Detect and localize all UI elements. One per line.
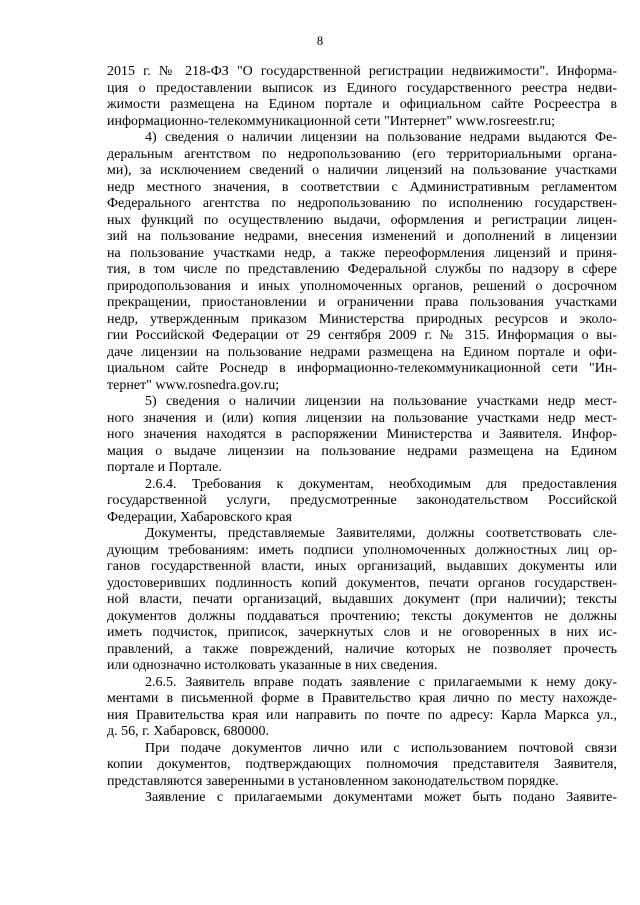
text-line: 2015 г. № 218-ФЗ "О государственной регистрации недвижимости". Информа- <box>107 64 617 79</box>
text-line: ного значения находятся в распоряжении Министерства и Заявителя. Инфор- <box>107 427 617 442</box>
text-line: жимости размещена на Едином портале и официальном сайте Росреестра в <box>107 97 617 112</box>
text-line: представляются заверенными в установленном законодательством порядке. <box>107 773 559 789</box>
text-line: иметь подчисток, приписок, зачеркнутых слов и не оговоренных в них ис- <box>107 625 617 640</box>
text-line: При подаче документов лично или с использованием почтовой связи <box>145 740 617 756</box>
text-line: государственной услуги, предусмотренные законодательством Российской <box>107 493 617 508</box>
text-line: Заявление с прилагаемыми документами может быть подано Заявите- <box>145 790 617 805</box>
text-line: Федерального агентства по недропользованию по исполнению государствен- <box>107 196 617 211</box>
text-line: ния Правительства края или направить по почте по адресу: Карла Маркса ул., <box>107 707 617 723</box>
text-line: тернет" www.rosnedra.gov.ru; <box>107 377 280 393</box>
text-line: тия, в том числе по представлению Федеральной службы по надзору в сфере <box>107 262 617 277</box>
text-line: д. 56, г. Хабаровск, 680000. <box>107 724 269 739</box>
paragraph <box>107 741 617 791</box>
text-line: на пользование участками недр, а также переоформления лицензий и приня- <box>107 245 617 261</box>
text-line: ной власти, печати организаций, выдавших документ (при наличии); тексты <box>107 592 617 607</box>
text-line: ного значения и (или) копия лицензии на пользование участками недр мест- <box>107 410 617 426</box>
text-line: прекращении, приостановлении и ограничении права пользования участками <box>107 295 617 310</box>
text-line: информационно-телекоммуникационной сети "Интернет" www.rosreestr.ru; <box>107 113 556 129</box>
text-line: недр, утвержденным приказом Министерства природных ресурсов и эколо- <box>107 311 617 327</box>
text-line: копии документов, подтверждающих полномочия представителя Заявителя, <box>107 757 617 772</box>
paragraph <box>107 790 617 807</box>
text-line: удостоверивших подлинность копий документов, печати органов государствен- <box>107 575 617 591</box>
text-line: природопользования и иных уполномоченных органов, решений о досрочном <box>107 278 617 294</box>
paragraph <box>107 675 617 741</box>
text-line: Документы, представляемые Заявителями, должны соответствовать сле- <box>145 526 617 541</box>
text-line: 4) сведения о наличии лицензии на пользование недрами выдаются Фе- <box>145 130 617 145</box>
paragraph <box>107 526 617 675</box>
paragraph <box>107 64 617 130</box>
text-line: Федерации, Хабаровского края <box>107 509 292 525</box>
paragraph <box>107 477 617 527</box>
text-line: портале и Портале. <box>107 460 222 475</box>
text-line: ментами в письменной форме в Правительство края лично по месту нахожде- <box>107 691 617 706</box>
text-line: правлений, а также повреждений, наличие которых не позволяет прочесть <box>107 641 617 657</box>
text-line: циальном сайте Роснедр в информационно-телекоммуникационной сети "Ин- <box>107 361 617 376</box>
text-line: 2.6.5. Заявитель вправе подать заявление с прилагаемыми к нему доку- <box>145 674 617 690</box>
text-line: зий на пользование недрами, внесения изменений и дополнений в лицензии <box>107 229 617 244</box>
text-line: недр местного значения, в соответствии с Административным регламентом <box>107 179 617 195</box>
paragraph <box>107 130 617 394</box>
text-line: деральным агентством по недропользованию (его территориальными органа- <box>107 146 617 162</box>
text-line: 5) сведения о наличии лицензии на пользование участками недр мест- <box>145 394 617 409</box>
text-line: документов должны поддаваться прочтению; тексты документов не должны <box>107 608 617 624</box>
text-line: или однозначно истолковать указанные в них сведения. <box>107 658 438 673</box>
document-body <box>107 64 617 807</box>
text-line: даче лицензии на пользование недрами размещена на Едином портале и офи- <box>107 344 617 360</box>
text-line: дующим требованиям: иметь подписи уполномоченных должностных лиц ор- <box>107 542 617 558</box>
text-line: мация о выдаче лицензии на пользование недрами размещена на Едином <box>107 443 617 459</box>
text-line: гии Российской Федерации от 29 сентября 2009 г. № 315. Информация о вы- <box>107 328 617 343</box>
text-line: ганов государственной власти, иных организаций, выдавших документы или <box>107 559 617 574</box>
text-line: ми), за исключением сведений о наличии лицензий на пользование участками <box>107 163 617 178</box>
text-line: 2.6.4. Требования к документам, необходимым для предоставления <box>145 476 617 492</box>
text-line: ных функций по осуществлению выдачи, оформления и регистрации лицен- <box>107 212 617 228</box>
paragraph <box>107 394 617 477</box>
text-line: ция о предоставлении выписок из Единого государственного реестра недви- <box>107 80 617 96</box>
page-number: 8 <box>316 34 324 48</box>
